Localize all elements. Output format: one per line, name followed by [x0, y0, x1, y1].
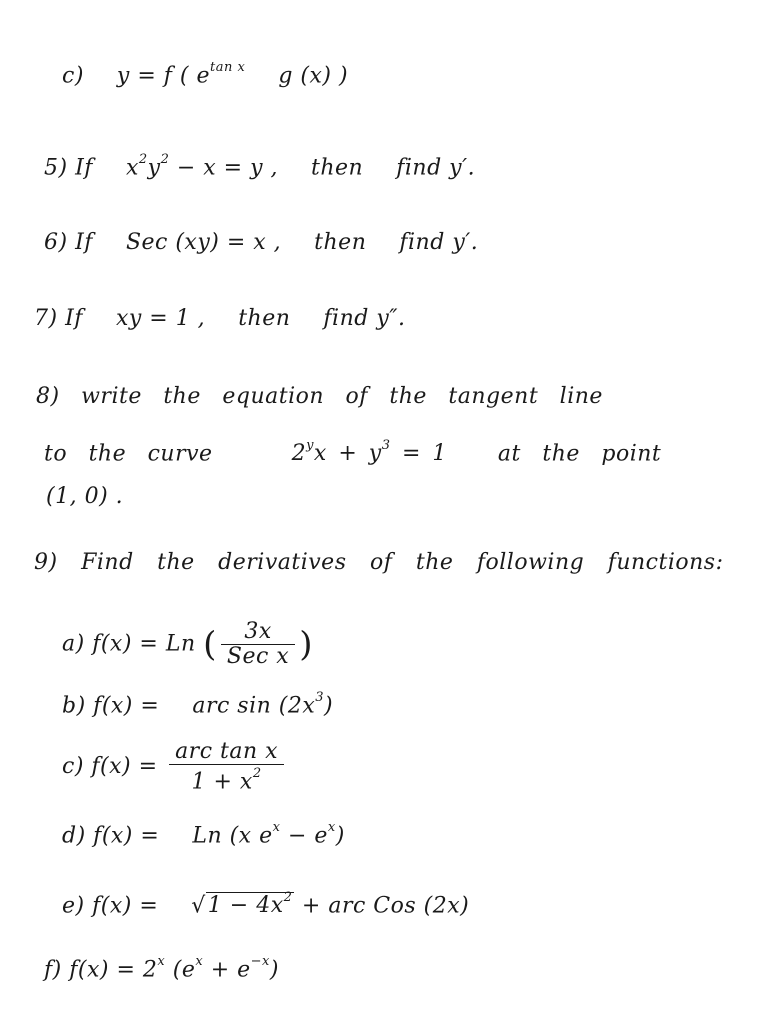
- problem-8-text-1: write the equation of the tangent line: [81, 384, 603, 409]
- problem-9c-fraction: [169, 740, 284, 794]
- sqrt-sign: √: [191, 893, 206, 919]
- problem-4c-expr-post: g (x) ): [278, 63, 349, 89]
- problem-9f-exp: x: [157, 954, 166, 969]
- problem-9d-exp-2: x: [327, 820, 336, 835]
- problem-9f-expr-2: + e: [210, 957, 251, 983]
- problem-6-then: then: [314, 230, 367, 255]
- problem-8-expr-end: = 1: [401, 441, 447, 467]
- problem-4c: [62, 56, 348, 91]
- problem-7-number: 7): [34, 306, 58, 331]
- problem-9c-denominator: [169, 765, 284, 794]
- problem-4c-exponent: tan x: [210, 60, 246, 75]
- left-paren: (: [203, 624, 217, 665]
- problem-9e-sqrt-base: 1 − 4x: [207, 893, 284, 919]
- problem-9d-exp-1: x: [272, 820, 281, 835]
- problem-8-base: 2: [291, 441, 307, 467]
- problem-9e-radicand: [206, 892, 295, 918]
- problem-9d: [62, 816, 345, 851]
- problem-9d-close: ): [335, 823, 345, 849]
- problem-9f-exp-2: −x: [250, 954, 270, 969]
- problem-5-exp-b: 2: [160, 152, 170, 167]
- problem-5-exp-a: 2: [138, 152, 148, 167]
- problem-5-then: then: [311, 155, 364, 181]
- problem-5-find: find: [396, 155, 442, 181]
- problem-8-exp-y: y: [306, 438, 314, 453]
- problem-9e-label: e): [62, 893, 85, 919]
- problem-8-line-3: [46, 482, 123, 512]
- problem-9d-label: d): [62, 823, 86, 849]
- problem-9e: [62, 886, 469, 921]
- problem-5-expr-a: x: [125, 155, 139, 181]
- problem-8-point: (1, 0) .: [46, 484, 124, 509]
- problem-9-number: 9): [34, 550, 58, 575]
- problem-8-number: 8): [36, 384, 60, 409]
- problem-9b-lhs: f(x) =: [93, 693, 160, 719]
- problem-5-number: 5): [44, 155, 68, 181]
- problem-9e-rest: + arc Cos (2x): [301, 893, 470, 919]
- problem-7-then: then: [238, 306, 291, 331]
- problem-9-heading-text: Find the derivatives of the following functions:: [81, 550, 724, 575]
- problem-6-number: 6): [44, 230, 68, 255]
- problem-8-expr-mid: x + y: [313, 441, 382, 467]
- problem-9c-den-base: 1 + x: [191, 769, 253, 795]
- problem-7: [34, 304, 405, 334]
- right-paren: ): [299, 624, 313, 665]
- problem-5-if: If: [75, 155, 93, 181]
- problem-6-expr: Sec (xy) = x ,: [125, 230, 282, 255]
- problem-9b-exp: 3: [315, 690, 325, 705]
- problem-9f-close: ): [269, 957, 279, 983]
- problem-9d-expr-1: Ln (x e: [192, 823, 273, 849]
- problem-9c-lhs: f(x) =: [91, 754, 158, 780]
- problem-5: [44, 148, 475, 183]
- problem-9d-expr-2: − e: [287, 823, 328, 849]
- problem-9d-lhs: f(x) =: [93, 823, 160, 849]
- problem-9a: [62, 620, 313, 669]
- problem-9e-sqrt-exp: 2: [283, 890, 293, 905]
- problem-5-expr-b: y: [147, 155, 161, 181]
- problem-6-target: y′.: [452, 230, 479, 255]
- problem-9b-expr: arc sin (2x: [192, 693, 316, 719]
- problem-9b: [62, 686, 333, 721]
- problem-9a-numerator: 3x: [221, 620, 295, 645]
- problem-8-line-2: [44, 434, 661, 469]
- problem-9f-expr-1: (e: [172, 957, 196, 983]
- problem-9-heading: [34, 548, 724, 578]
- problem-7-expr: xy = 1 ,: [115, 306, 206, 331]
- problem-8-equation: [291, 438, 459, 467]
- problem-4c-expr-pre: y = f ( e: [116, 63, 210, 89]
- problem-6: [44, 228, 478, 258]
- problem-9b-label: b): [62, 693, 86, 719]
- problem-9f-lhs: f(x) =: [69, 957, 136, 983]
- problem-9c-den-exp: 2: [252, 766, 262, 781]
- problem-9f: [44, 950, 279, 985]
- problem-9f-exp-1: x: [195, 954, 204, 969]
- problem-9b-close: ): [324, 693, 334, 719]
- problem-8-exp-3: 3: [381, 438, 391, 453]
- problem-9c-numerator: arc tan x: [169, 740, 284, 765]
- problem-9c: [62, 740, 288, 794]
- problem-6-find: find: [399, 230, 445, 255]
- problem-8-text-2-pre: to the curve: [44, 441, 213, 467]
- problem-7-target: y″.: [376, 306, 406, 331]
- problem-9f-label: f): [44, 957, 62, 983]
- problem-9f-base: 2: [142, 957, 158, 983]
- problem-5-expr-rest: − x = y ,: [176, 155, 279, 181]
- problem-9a-denominator: Sec x: [226, 644, 290, 669]
- problem-9a-fraction: [221, 620, 295, 669]
- problem-9e-lhs: f(x) =: [92, 893, 159, 919]
- problem-6-if: If: [75, 230, 93, 255]
- problem-9a-label: a): [62, 631, 85, 657]
- problem-8-line-1: [36, 382, 603, 412]
- problem-7-find: find: [323, 306, 369, 331]
- problem-9c-label: c): [62, 754, 84, 780]
- problem-9a-lhs: f(x) = Ln: [92, 631, 196, 657]
- problem-4c-label: c): [62, 63, 84, 89]
- problem-5-target: y′.: [449, 155, 476, 181]
- problem-7-if: If: [65, 306, 83, 331]
- problem-8-text-2-post: at the point: [497, 441, 662, 467]
